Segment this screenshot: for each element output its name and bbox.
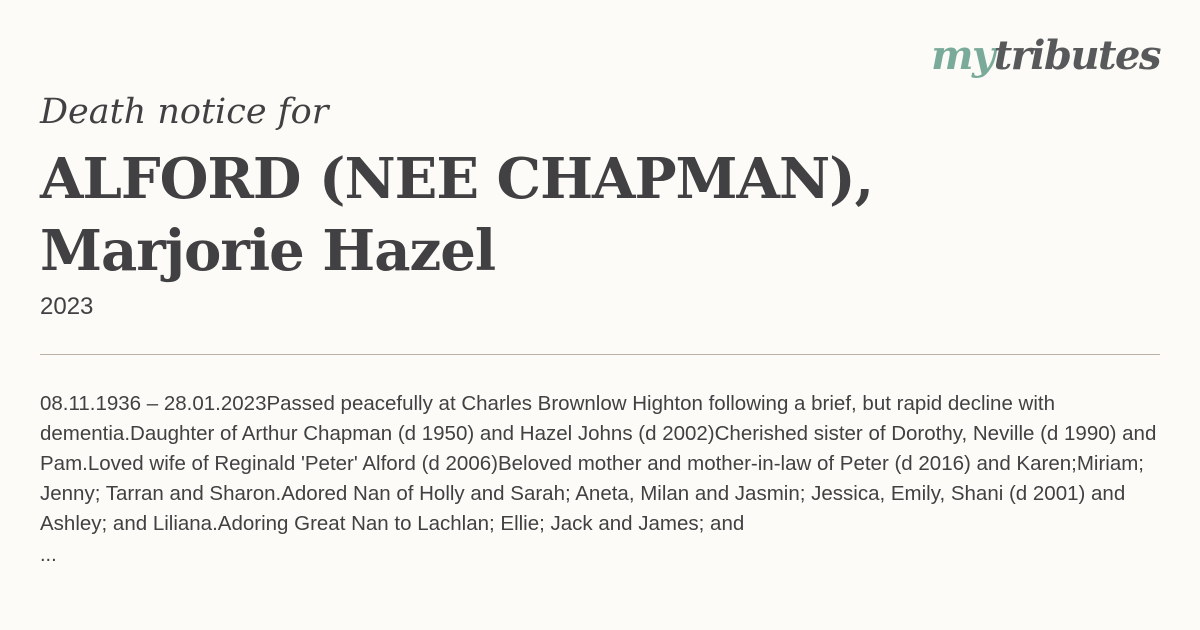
notice-year: 2023 [40, 293, 94, 320]
notice-intro: Death notice for [40, 92, 329, 132]
notice-body: 08.11.1936 – 28.01.2023Passed peacefully at Charles Brownlow Highton following a brief, but rapid decline with dementia.Daughter of Arthur Chapman (d 1950) and Hazel Johns (d 2002)Cherished sister of Dorothy, Neville (d 1990) and Pam.Loved wife of Reginald 'Peter' Alford (d 2006)Beloved mother and mother-in-law of Peter (d 2016) and Karen;Miriam; Jenny; Tarran and Sharon.Adored Nan of Holly and Sarah; Aneta, Milan and Jasmin; Jessica, Emily, Shani (d 2001) and Ashley; and Liliana.Adoring Great Nan to Lachlan; Ellie; Jack and James; and [40, 392, 1157, 535]
deceased-surname: ALFORD (NEE CHAPMAN), [40, 146, 874, 212]
logo-my: my [931, 32, 994, 79]
mytributes-logo [931, 32, 1160, 79]
deceased-given-names: Marjorie Hazel [40, 218, 496, 284]
divider [40, 354, 1160, 355]
logo-tributes: tributes [993, 32, 1160, 79]
truncation-ellipsis: ... [40, 544, 57, 566]
deceased-name [40, 143, 873, 287]
